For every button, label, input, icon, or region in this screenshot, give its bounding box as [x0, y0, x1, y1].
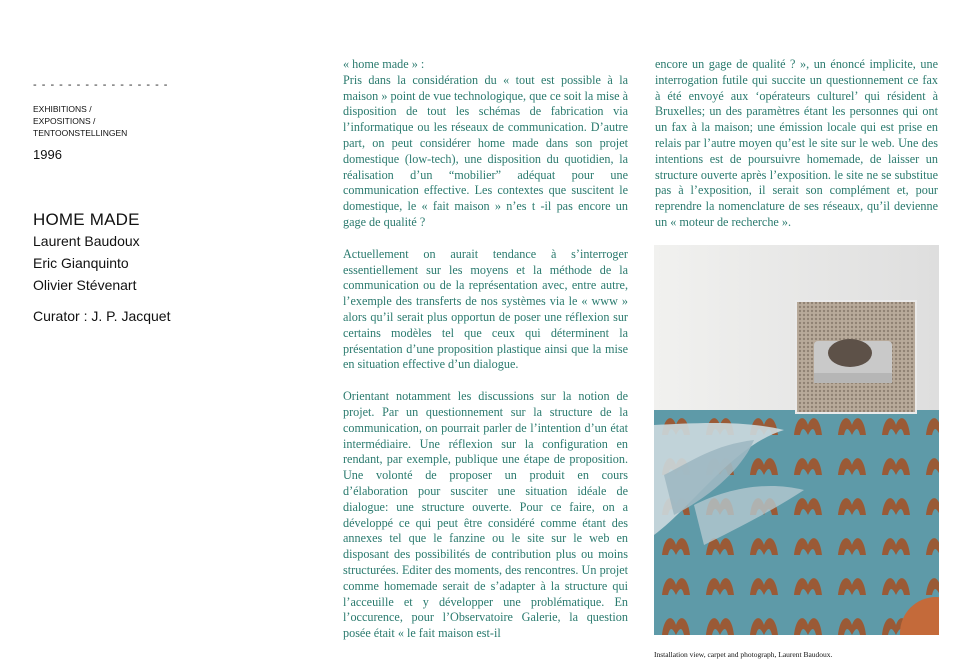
- curator-credit: Curator : J. P. Jacquet: [33, 308, 171, 324]
- category-label: TENTOONSTELLINGEN: [33, 128, 128, 138]
- text-column-left: [343, 57, 628, 658]
- artist-list: [33, 230, 273, 296]
- exhibition-title: HOME MADE: [33, 210, 140, 229]
- artist-name: Eric Gianquinto: [33, 255, 129, 271]
- sidebar: [33, 80, 273, 324]
- artist-name: Olivier Stévenart: [33, 277, 137, 293]
- paragraph: Orientant notamment les discussions sur la notion de projet. Par un questionnement sur la structure de la communication, on pourrait parler de l’intention d’un état intermédiaire. Une réflexion sur la configuration en rendant, par exemple, publique une étape de proposition. Une volonté de proposer un produit en cours d’élaboration pour susciter une situation idéale de dialogue: une structure ouverte. Pour ce faire, on a développé ce qui peut être considéré comme étant des annexes tel que le fanzine ou le site sur le web en disposant des possibilités de contribution plus ou moins structurées. Editer des moments, des rencontres. Un projet comme homemade serait de s’adapter à la structure qui l’acceuille et y développer une problématique. En l’occurence, pour l’Observatoire Galerie, la question posée était « le fait maison est-il: [343, 389, 628, 641]
- category-list: [33, 103, 273, 139]
- artist-name: Laurent Baudoux: [33, 233, 140, 249]
- category-label: EXHIBITIONS /: [33, 104, 92, 114]
- category-label: EXPOSITIONS /: [33, 116, 96, 126]
- installation-photo: [654, 245, 939, 635]
- dashed-rule: - - - - - - - - - - - - - - - -: [33, 79, 169, 91]
- paragraph: Actuellement on aurait tendance à s’interroger essentiellement sur les moyens et la méthode de la communication ou de la représentation avec, entre autre, l’exemple des transferts de nos systèmes via le « www » alors qu’il serait plus opportun de poser une réflexion sur certains modèles tel que ceux qui déterminent la présentation d’une proposition plastique ainsi que la mise en situation effective d’un dialogue.: [343, 246, 628, 372]
- text-column-right: [655, 57, 938, 247]
- photo-caption: Installation view, carpet and photograph, Laurent Baudoux.: [654, 650, 833, 659]
- paragraph: encore un gage de qualité ? », un énoncé implicite, une interrogation futile qui succite un questionnement ce fax à été envoyé aux ‘opérateurs culturel’ qui résident à Bruxelles; un des paramètres étant les personnes qui ont un fax à la maison; une émission locale qui est prise en relais par l’autre moyen qu’est le site sur le web. Une des intentions est de poursuivre homemade, de laisser un structure ouverte après l’exposition. le site ne se substitue pas à l’exposition, il serait son complément et, pour reprendre la nomenclature de ses réseaux, qu’il devienne un « moteur de recherche ».: [655, 57, 938, 229]
- paragraph: « home made » : Pris dans la considération du « tout est possible à la maison » point de vue technologique, que ce soit la mise à disposition de tout les schémas de fabrication via l’informatique ou les réseaux de communication. D’autre part, on peut considérer home made dans son projet domestique (low-tech), une disposition du quotidien, la réalisation d’un “mobilier” adéquat pour une communication effective. Les contextes que suscitent le domestique, le « fait maison » n’es t -il pas encore un gage de qualité ?: [343, 57, 628, 229]
- exhibition-year: 1996: [33, 147, 62, 162]
